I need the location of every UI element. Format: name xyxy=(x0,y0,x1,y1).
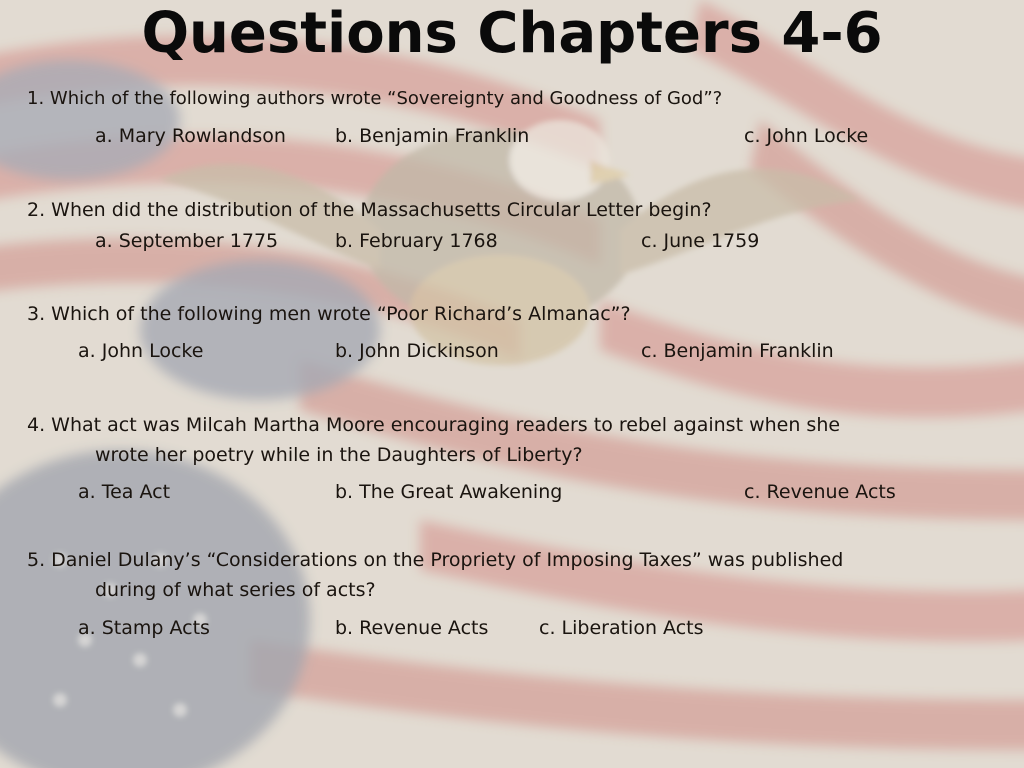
question-2-prompt: 2. When did the distribution of the Massachusetts Circular Letter begin? xyxy=(27,199,712,221)
question-2-option-a: a. September 1775 xyxy=(95,230,279,252)
question-5-prompt: 5. Daniel Dulany’s “Considerations on the Propriety of Imposing Taxes” was published xyxy=(27,549,844,571)
question-5-option-c: c. Liberation Acts xyxy=(539,617,704,639)
question-5-prompt-continued: during of what series of acts? xyxy=(95,579,376,601)
question-5-option-b: b. Revenue Acts xyxy=(335,617,489,639)
question-4-option-a: a. Tea Act xyxy=(78,481,171,503)
question-3-option-b: b. John Dickinson xyxy=(335,340,499,362)
question-1-option-a: a. Mary Rowlandson xyxy=(95,125,286,147)
question-2-option-b: b. February 1768 xyxy=(335,230,498,252)
question-2-option-c: c. June 1759 xyxy=(641,230,760,252)
question-4-option-c: c. Revenue Acts xyxy=(744,481,896,503)
question-3-prompt: 3. Which of the following men wrote “Poor Richard’s Almanac”? xyxy=(27,303,631,325)
question-1-prompt: 1. Which of the following authors wrote “Sovereignty and Goodness of God”? xyxy=(27,88,723,109)
question-4-prompt-continued: wrote her poetry while in the Daughters of Liberty? xyxy=(95,444,583,466)
question-3-option-a: a. John Locke xyxy=(78,340,204,362)
question-4-option-b: b. The Great Awakening xyxy=(335,481,563,503)
question-1-option-c: c. John Locke xyxy=(744,125,869,147)
slide-title: Questions Chapters 4-6 xyxy=(141,1,883,66)
question-1-option-b: b. Benjamin Franklin xyxy=(335,125,530,147)
question-4-prompt: 4. What act was Milcah Martha Moore encouraging readers to rebel against when she xyxy=(27,414,841,436)
question-5-option-a: a. Stamp Acts xyxy=(78,617,210,639)
question-3-option-c: c. Benjamin Franklin xyxy=(641,340,834,362)
